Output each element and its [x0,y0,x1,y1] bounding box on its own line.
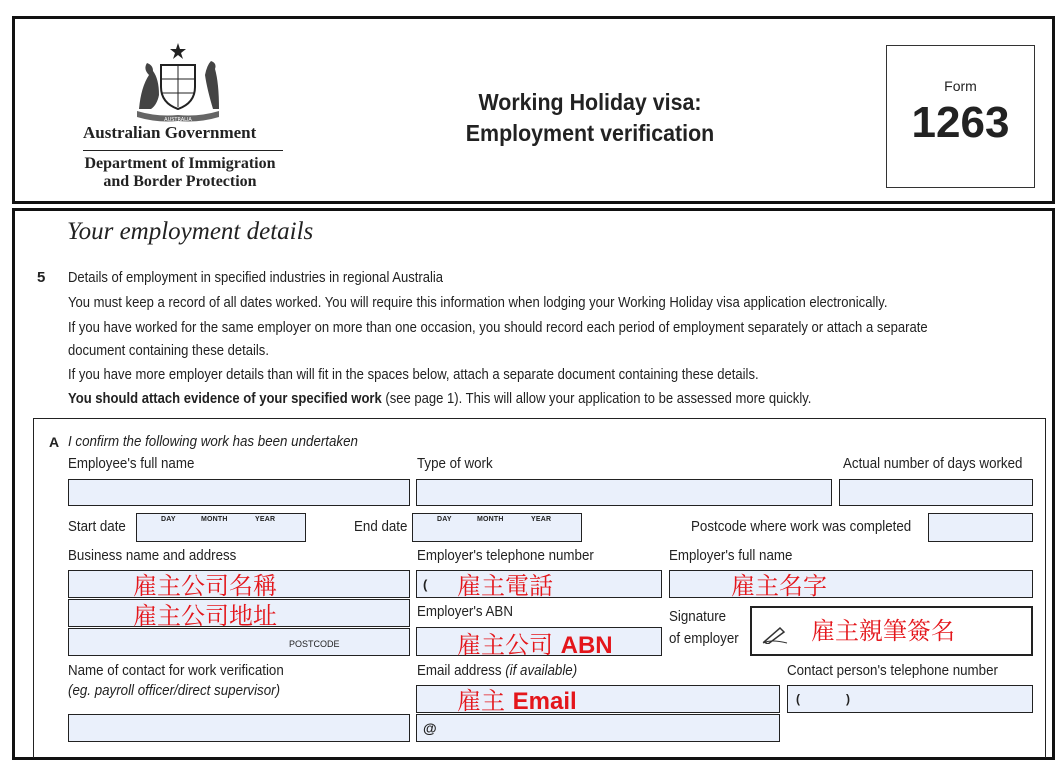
annotation-signature: 雇主親筆簽名 [811,617,955,645]
evidence-rest: (see page 1). This will allow your application to be assessed more quickly. [381,391,812,407]
form-title [446,87,734,149]
svg-text:AUSTRALIA: AUSTRALIA [164,117,192,123]
confirm-statement: I confirm the following work has been undertaken [68,434,358,450]
signature-label-2: of employer [669,631,739,647]
contact-phone-label: Contact person's telephone number [787,663,998,679]
question-number: 5 [37,269,46,286]
business-postcode-input[interactable] [68,628,410,656]
annotation-employer-phone: 雇主電話 [457,572,553,600]
at-sign: @ [423,720,437,736]
instruction-para-1: You must keep a record of all dates worked. You will require this information when lodging your Working Holiday visa application electronically. [68,295,888,311]
email-label-text: Email address [417,663,502,679]
employer-phone-label: Employer's telephone number [417,548,594,564]
department-name [71,155,289,191]
employee-name-label: Employee's full name [68,456,195,472]
annotation-email-prefix: 雇主 [457,687,505,715]
instruction-para-3: If you have more employer details than will fit in the spaces below, attach a separate document containing these details. [68,367,759,383]
contact-paren-open: ( [796,692,800,706]
instruction-para-2a: If you have worked for the same employer on more than one occasion, you should record each period of employment separately or attach a separate [68,320,928,336]
start-year-hint: YEAR [255,516,276,523]
question-text: Details of employment in specified industries in regional Australia [68,270,444,286]
start-date-label: Start date [68,519,126,535]
postcode-work-label: Postcode where work was completed [691,519,912,535]
department-line-2: and Border Protection [103,173,257,190]
end-date-label: End date [354,519,408,535]
email-input[interactable] [416,714,780,742]
employment-details-section [12,208,1055,760]
start-date-input[interactable] [136,513,306,542]
evidence-emphasis: You should attach evidence of your specified work [68,391,382,407]
form-title-line-1: Working Holiday visa: [478,89,702,115]
annotation-email-latin: Email [512,688,577,715]
instruction-para-2b: document containing these details. [68,343,269,359]
annotation-abn-prefix: 雇主公司 [457,631,553,659]
contact-example: (eg. payroll officer/direct supervisor) [68,683,281,699]
annotation-business-name: 雇主公司名稱 [133,572,277,600]
department-line-1: Department of Immigration [84,155,276,172]
type-of-work-input[interactable] [416,479,832,506]
phone-area-paren: ( [423,577,428,592]
start-month-hint: MONTH [201,516,228,523]
abn-label: Employer's ABN [417,604,513,620]
part-a-letter: A [49,434,60,450]
contact-phone-input[interactable] [787,685,1033,713]
end-month-hint: MONTH [477,516,504,523]
header-divider [83,150,283,151]
days-worked-label: Actual number of days worked [843,456,1023,472]
form-header [12,16,1055,204]
email-note: (if available) [505,663,578,679]
email-label [417,663,577,679]
contact-paren-close: ) [846,692,850,706]
postcode-hint: POSTCODE [289,639,340,649]
section-title: Your employment details [67,218,314,245]
employer-name-label: Employer's full name [669,548,793,564]
type-of-work-label: Type of work [417,456,493,472]
contact-label: Name of contact for work verification [68,663,284,679]
annotation-employer-name: 雇主名字 [731,572,827,600]
annotation-abn [457,625,613,660]
annotation-business-address: 雇主公司地址 [133,602,277,630]
annotation-email [457,681,577,716]
form-title-line-2: Employment verification [465,120,715,146]
gov-name: Australian Government [83,123,257,142]
postcode-work-input[interactable] [928,513,1033,542]
end-year-hint: YEAR [531,516,552,523]
employee-name-input[interactable] [68,479,410,506]
coat-of-arms-icon [123,39,233,127]
form-label: Form [944,78,977,94]
employer-name-input[interactable] [669,570,1033,598]
end-day-hint: DAY [437,516,452,523]
instruction-para-4 [68,391,811,407]
form-number-box [886,45,1035,188]
pen-icon [762,626,788,644]
end-date-input[interactable] [412,513,582,542]
contact-name-input[interactable] [68,714,410,742]
days-worked-input[interactable] [839,479,1033,506]
annotation-abn-latin: ABN [560,632,613,659]
start-day-hint: DAY [161,516,176,523]
business-label: Business name and address [68,548,237,564]
form-number: 1263 [911,98,1010,147]
signature-label-1: Signature [669,609,727,625]
